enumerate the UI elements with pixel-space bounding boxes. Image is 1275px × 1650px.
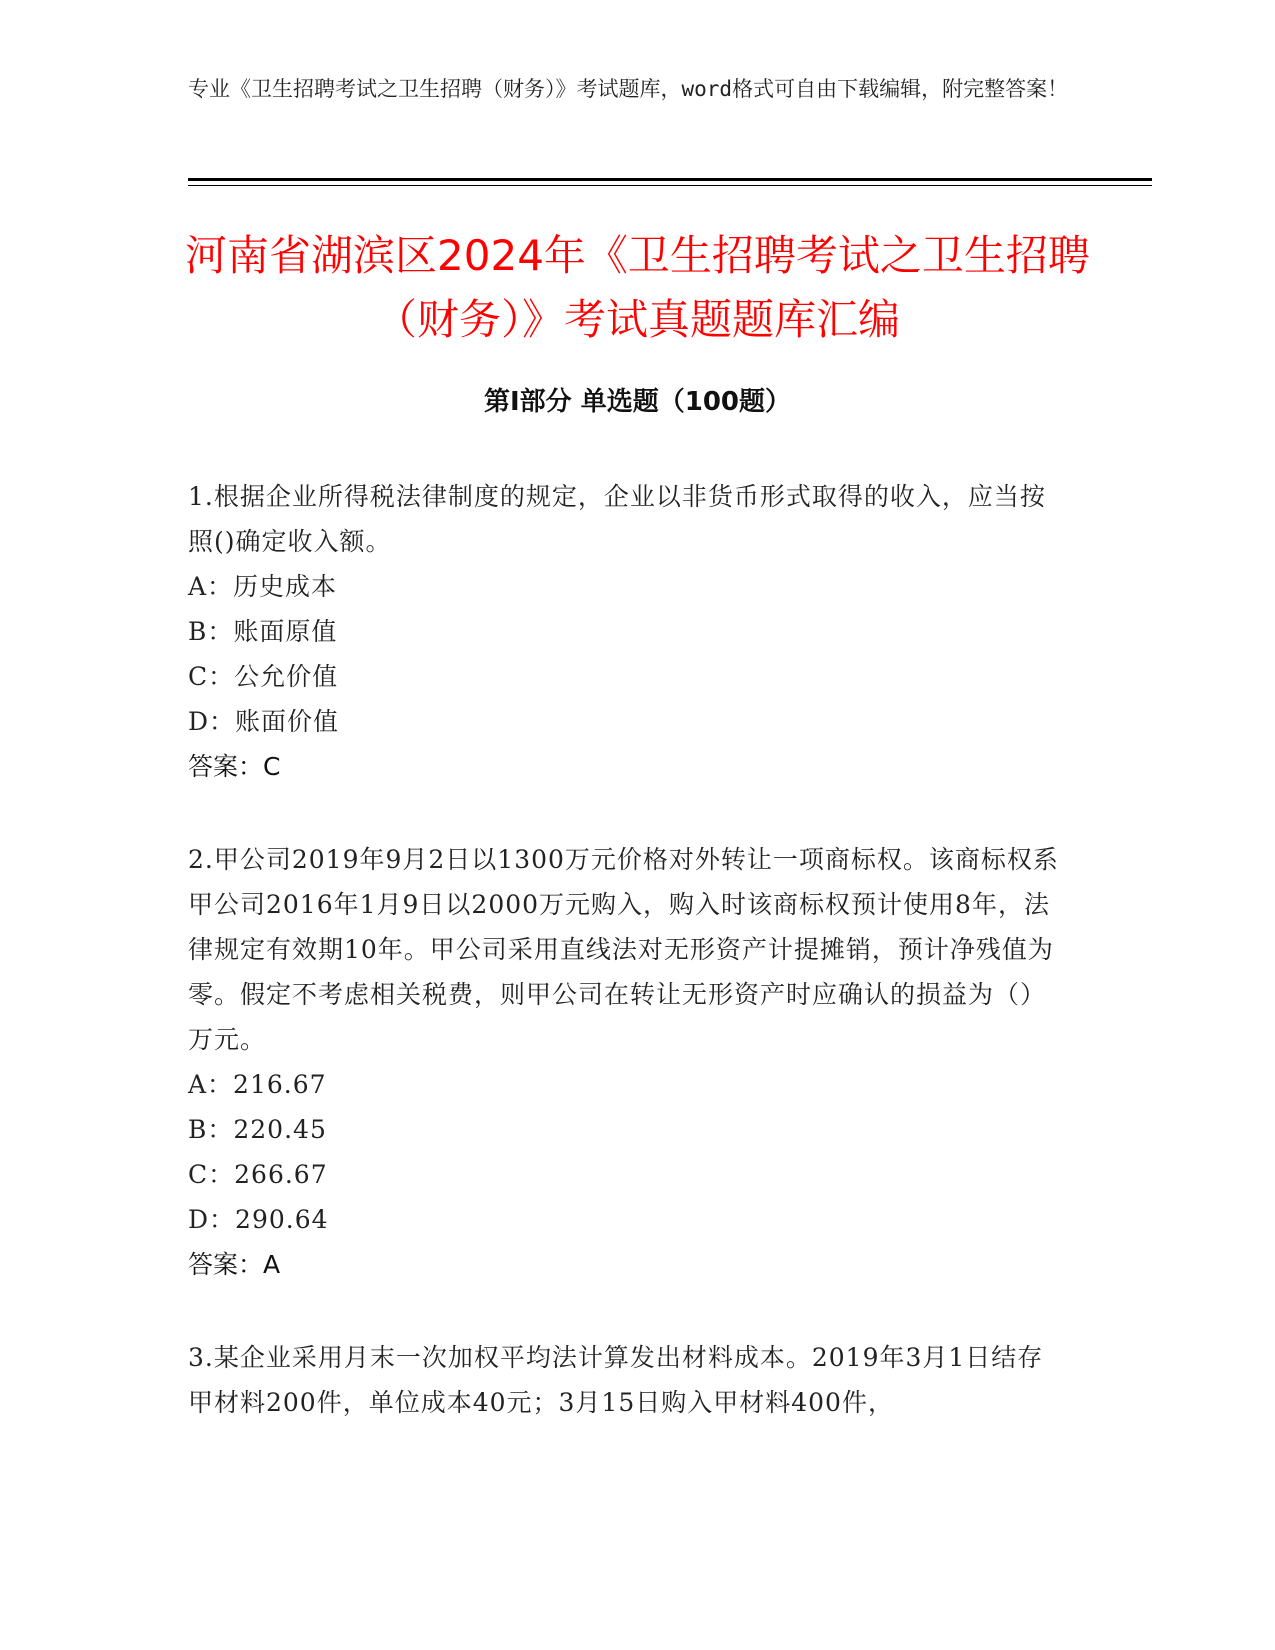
answer: 答案：A bbox=[188, 1250, 281, 1279]
question-1 bbox=[188, 474, 1068, 789]
option-b: B：220.45 bbox=[188, 1115, 327, 1144]
question-3 bbox=[188, 1335, 1068, 1425]
question-stem: 1.根据企业所得税法律制度的规定，企业以非货币形式取得的收入，应当按照()确定收入额。 bbox=[188, 482, 1046, 556]
option-d: D：290.64 bbox=[188, 1205, 329, 1234]
question-2 bbox=[188, 837, 1068, 1287]
section-title: 第Ⅰ部分 单选题（100题） bbox=[484, 387, 791, 417]
option-b: B：账面原值 bbox=[188, 617, 338, 646]
option-a: A：216.67 bbox=[188, 1070, 327, 1099]
question-stem: 3.某企业采用月末一次加权平均法计算发出材料成本。2019年3月1日结存甲材料200件，单位成本40元；3月15日购入甲材料400件， bbox=[188, 1343, 1044, 1417]
option-c: C：266.67 bbox=[188, 1160, 328, 1189]
document-title: 河南省湖滨区2024年《卫生招聘考试之卫生招聘（财务）》考试真题题库汇编 bbox=[185, 231, 1090, 344]
header-note: 专业《卫生招聘考试之卫生招聘（财务）》考试题库，word格式可自由下载编辑，附完整答案！ bbox=[188, 77, 1069, 101]
header-divider-thin bbox=[188, 185, 1152, 186]
answer: 答案：C bbox=[188, 752, 281, 781]
option-a: A：历史成本 bbox=[188, 572, 338, 601]
question-stem: 2.甲公司2019年9月2日以1300万元价格对外转让一项商标权。该商标权系甲公司2016年1月9日以2000万元购入，购入时该商标权预计使用8年，法律规定有效期10年。甲公司采用直线法对无形资产计提摊销，预计净残值为零。假定不考虑相关税费，则甲公司在转让无形资产时应确认的损益为（）万元。 bbox=[188, 845, 1059, 1054]
option-c: C：公允价值 bbox=[188, 662, 339, 691]
question-list bbox=[188, 474, 1068, 1473]
option-d: D：账面价值 bbox=[188, 707, 340, 736]
header-divider-thick bbox=[188, 178, 1152, 181]
